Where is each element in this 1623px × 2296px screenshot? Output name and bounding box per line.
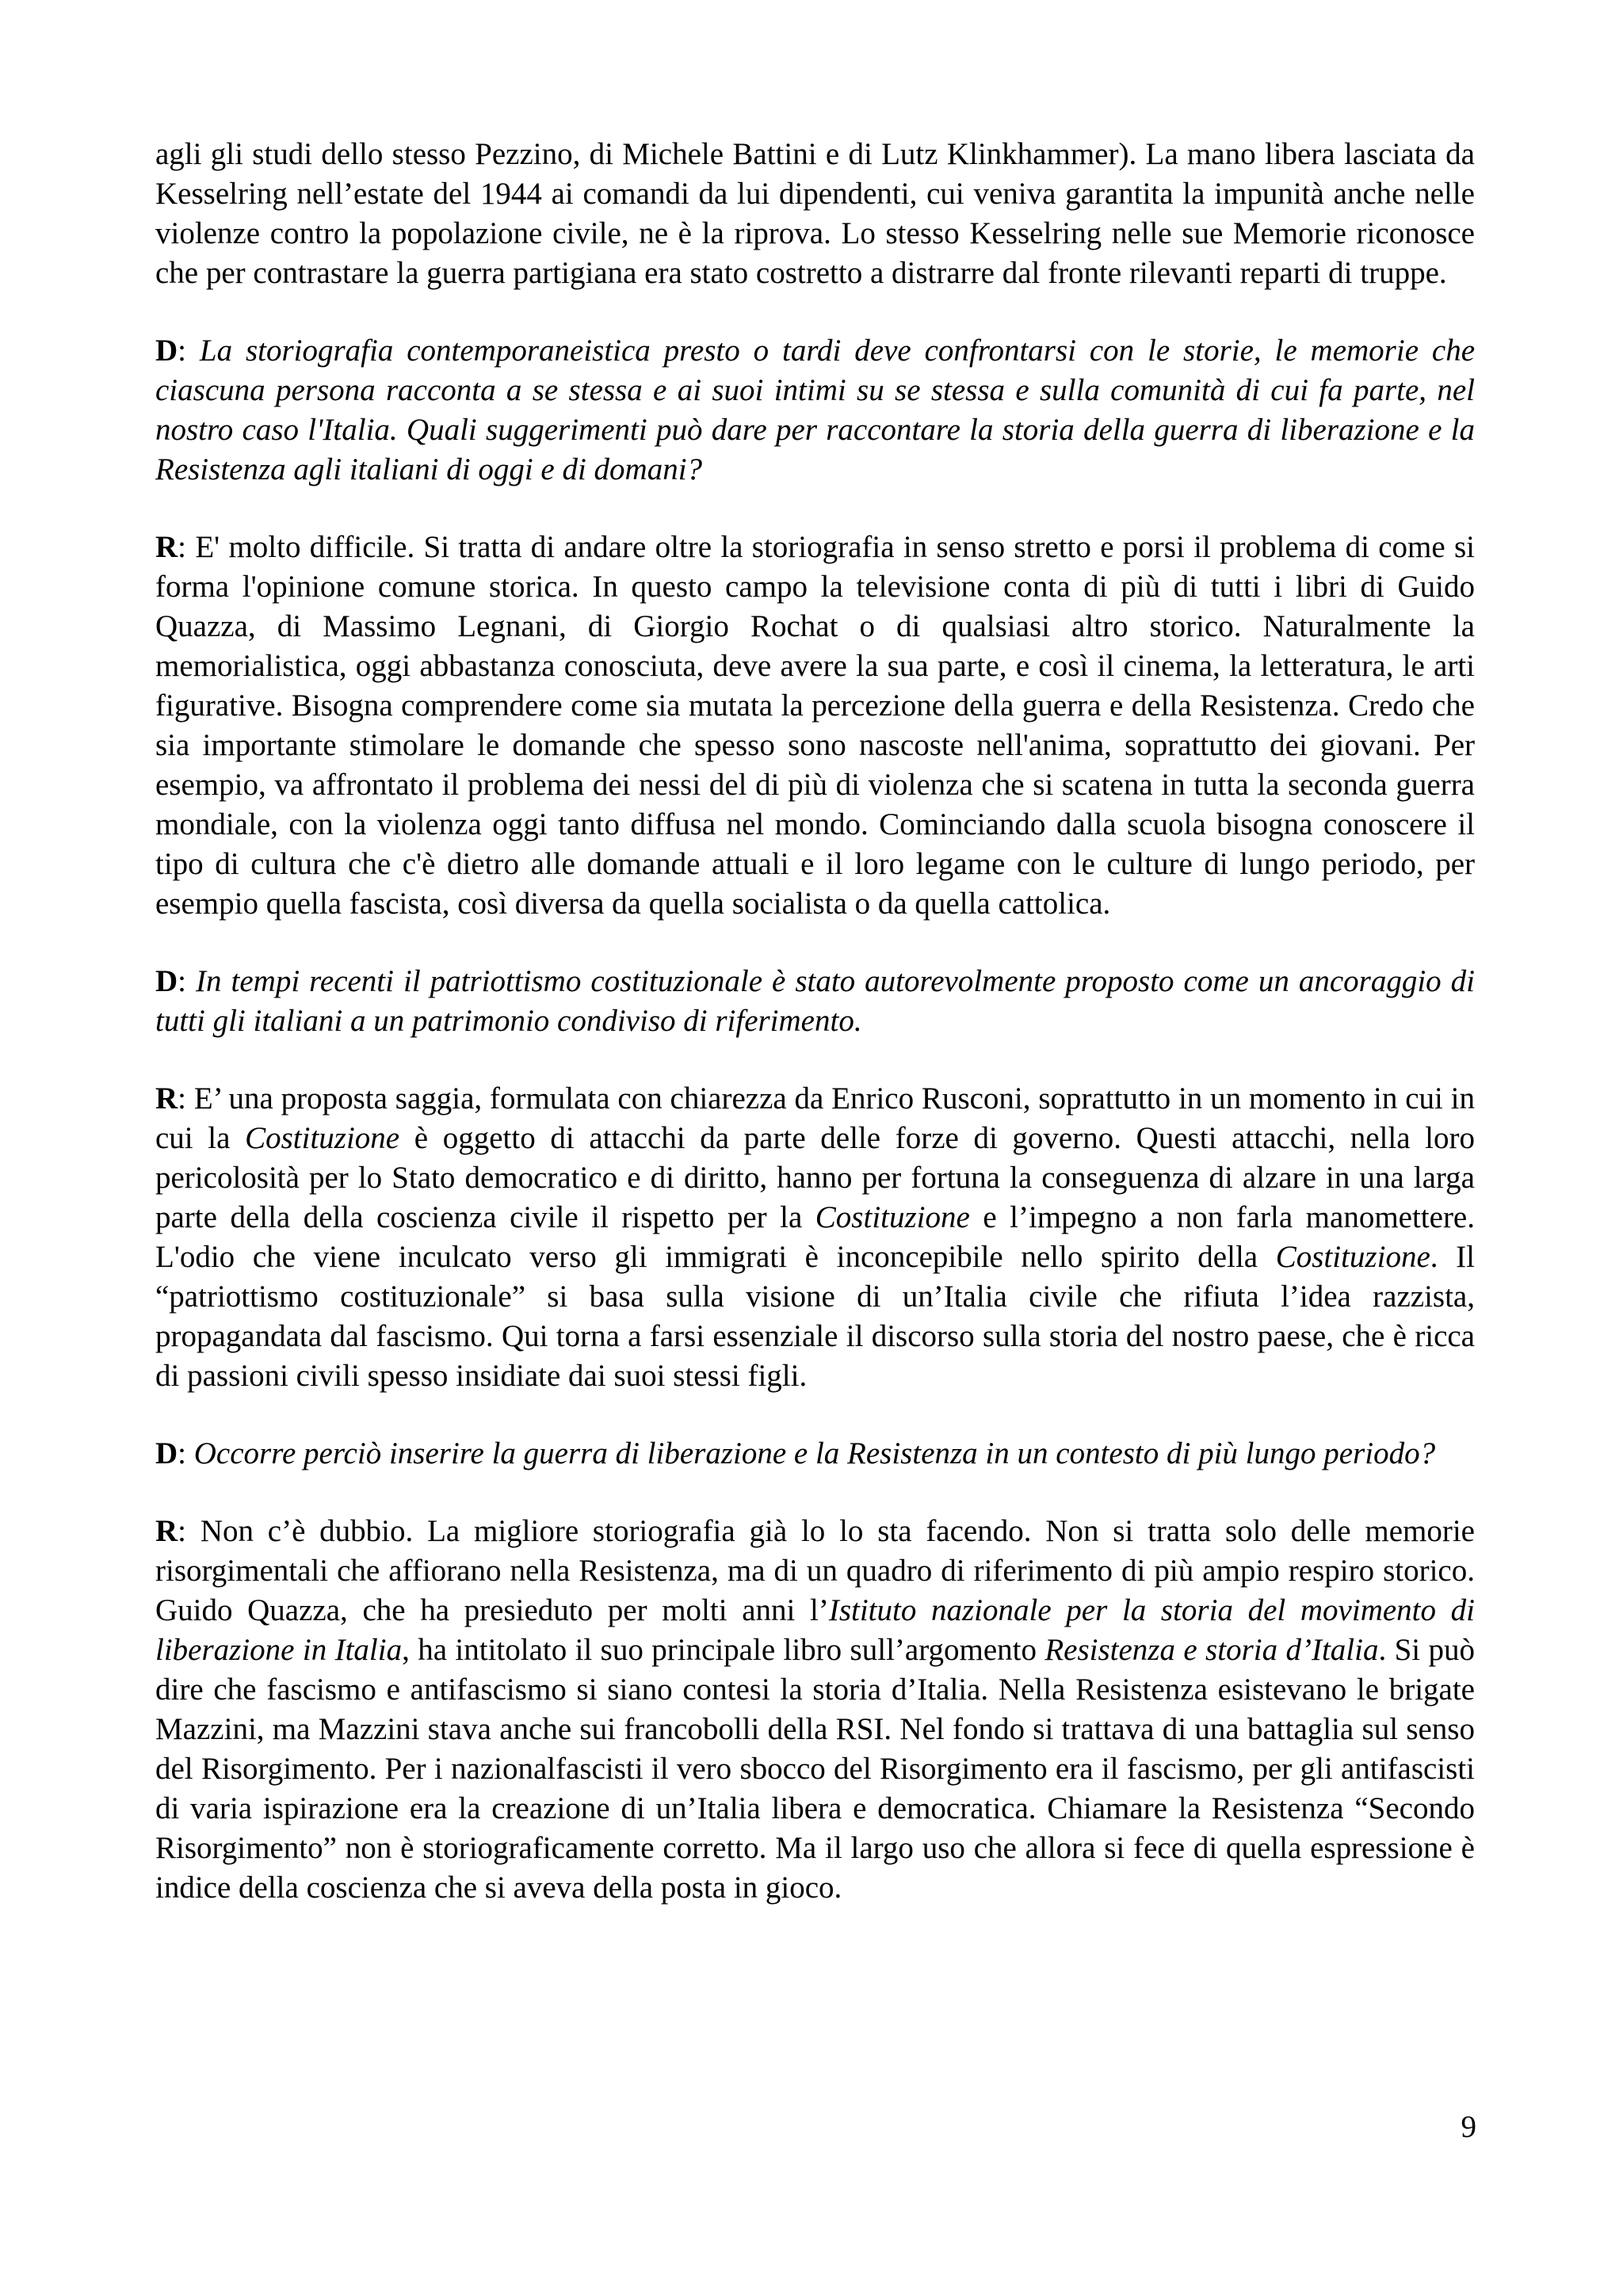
question-label: D [155, 334, 178, 368]
label-separator: : [178, 1436, 194, 1470]
paragraph-continuation [155, 135, 1475, 293]
italic-title: Costituzione [245, 1121, 400, 1155]
question-text: Occorre perciò inserire la guerra di liberazione e la Resistenza in un contesto di più lungo periodo? [193, 1436, 1436, 1470]
answer-text: . Il “patriottismo costituzionale” si basa sulla visione di un’Italia civile che rifiuta l’idea razzista, propagandata dal fascismo. Qui torna a farsi essenziale il discorso sulla storia del nostro paese, che è ricca di passioni civili spesso insidiate dai suoi stessi figli. [155, 1240, 1475, 1393]
question-paragraph [155, 331, 1475, 490]
question-text: La storiografia contemporaneistica presto o tardi deve confrontarsi con le storie, le memorie che ciascuna persona racconta a se stessa e ai suoi intimi su se stessa e sulla comunità di cui fa parte, nel nostro caso l'Italia. Quali suggerimenti può dare per raccontare la storia della guerra di liberazione e la Resistenza agli italiani di oggi e di domani? [155, 334, 1475, 486]
question-label: D [155, 1436, 178, 1470]
italic-title: Costituzione [815, 1200, 970, 1234]
answer-text: E' molto difficile. Si tratta di andare oltre la storiografia in senso stretto e porsi il problema di come si forma l'opinione comune storica. In questo campo la televisione conta di più di tutti i libri di Guido Quazza, di Massimo Legnani, di Giorgio Rochat o di qualsiasi altro storico. Naturalmente la memorialistica, oggi abbastanza conosciuta, deve avere la sua parte, e così il cinema, la letteratura, le arti figurative. Bisogna comprendere come sia mutata la percezione della guerra e della Resistenza. Credo che sia importante stimolare le domande che spesso sono nascoste nell'anima, soprattutto dei giovani. Per esempio, va affrontato il problema dei nessi del di più di violenza che si scatena in tutta la seconda guerra mondiale, con la violenza oggi tanto diffusa nel mondo. Cominciando dalla scuola bisogna conoscere il tipo di cultura che c'è dietro alle domande attuali e il loro legame con le culture di lungo periodo, per esempio quella fascista, così diversa da quella socialista o da quella cattolica. [155, 530, 1476, 921]
page-number: 9 [1461, 2110, 1476, 2144]
answer-text: e l’impegno a non farla manomettere. L'odio che viene inculcato verso gli immigrati è inconcepibile nello spirito della [155, 1200, 1475, 1274]
label-separator: : [178, 334, 200, 368]
answer-text: è oggetto di attacchi da parte delle forze di governo. Questi attacchi, nella loro pericolosità per lo Stato democratico e di diritto, hanno per fortuna la conseguenza di alzare in una larga parte della della coscienza civile il rispetto per la [155, 1121, 1476, 1234]
question-text: In tempi recenti il patriottismo costituzionale è stato autorevolmente proposto come un ancoraggio di tutti gli italiani a un patrimonio condiviso di riferimento. [155, 964, 1475, 1038]
label-separator: : [178, 964, 197, 998]
question-paragraph [155, 1434, 1475, 1474]
answer-text: Non c’è dubbio. La migliore storiografia già lo lo sta facendo. Non si tratta solo delle memorie risorgimentali che affiorano nella Resistenza, ma di un quadro di riferimento di più ampio respiro storico. Guido Quazza, che ha presieduto per molti anni l’ [155, 1514, 1475, 1627]
label-separator: : [178, 530, 196, 564]
italic-title: Resistenza e storia d’Italia [1044, 1633, 1379, 1667]
answer-label: R [155, 530, 178, 564]
answer-text: E’ una proposta saggia, formulata con chiarezza da Enrico Rusconi, soprattutto in un momento in cui in cui la [155, 1081, 1475, 1155]
answer-text: , ha intitolato il suo principale libro sull’argomento [402, 1633, 1045, 1667]
italic-title: Costituzione [1275, 1240, 1430, 1274]
italic-title: Istituto nazionale per la storia del movimento di liberazione in Italia [155, 1593, 1475, 1667]
label-separator: : [178, 1081, 194, 1116]
answer-paragraph [155, 1512, 1475, 1908]
document-body [155, 135, 1475, 1946]
question-label: D [155, 964, 178, 998]
answer-paragraph [155, 1079, 1475, 1396]
answer-label: R [155, 1514, 178, 1548]
answer-text: . Si può dire che fascismo e antifascismo si siano contesi la storia d’Italia. Nella Resistenza esistevano le brigate Mazzini, ma Mazzini stava anche sui francobolli della RSI. Nel fondo si trattava di una battaglia sul senso del Risorgimento. Per i nazionalfascisti il vero sbocco del Risorgimento era il fascismo, per gli antifascisti di varia ispirazione era la creazione di un’Italia libera e democratica. Chiamare la Resistenza “Secondo Risorgimento” non è storiograficamente corretto. Ma il largo uso che allora si fece di quella espressione è indice della coscienza che si aveva della posta in gioco. [155, 1633, 1475, 1905]
question-paragraph [155, 962, 1475, 1041]
label-separator: : [178, 1514, 200, 1548]
answer-paragraph [155, 528, 1475, 924]
answer-label: R [155, 1081, 178, 1116]
paragraph-text: agli gli studi dello stesso Pezzino, di Michele Battini e di Lutz Klinkhammer). La mano libera lasciata da Kesselring nell’estate del 1944 ai comandi da lui dipendenti, cui veniva garantita la impunità anche nelle violenze contro la popolazione civile, ne è la riprova. Lo stesso Kesselring nelle sue Memorie riconosce che per contrastare la guerra partigiana era stato costretto a distrarre dal fronte rilevanti reparti di truppe. [155, 137, 1475, 290]
